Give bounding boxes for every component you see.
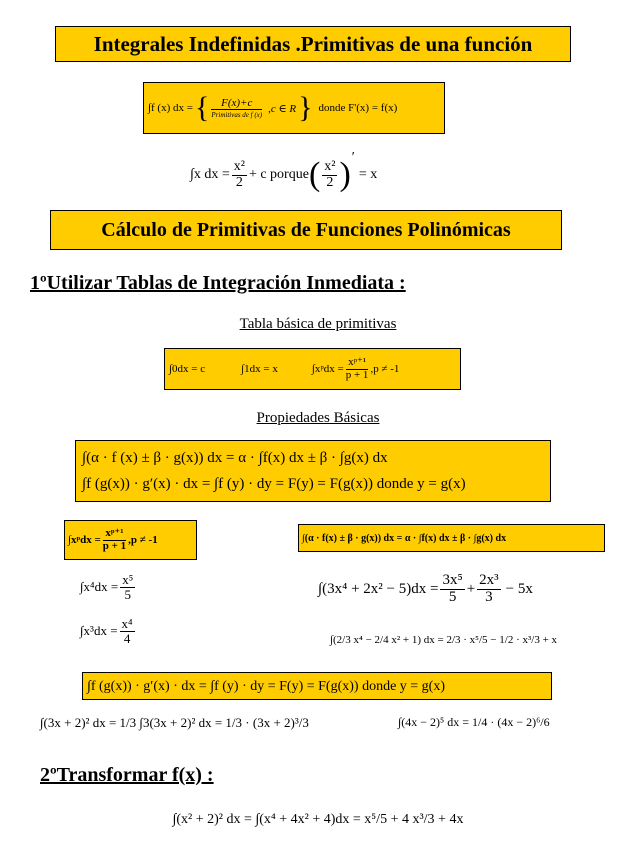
definition-lhs: ∫f (x) dx = [148,102,193,114]
tabla-power-fraction: $\frac{\text{xᵖ⁺¹}}{p + 1}$ [345,355,369,381]
propiedades-label: Propiedades Básicas [256,410,380,426]
definition-box: ∫f (x) dx = { F(x)+c Primitivas de f (x) ,c ∈ R } donde F'(x) = f(x) [143,82,445,134]
linearity-box: ∫(α · f(x) ± β · g(x)) dx = α · ∫f(x) dx ± β · ∫g(x) dx [298,524,605,552]
example-x3: ∫x³dx = $\frac{\text{x⁴}}{4}$ [80,616,133,646]
tabla-power-lhs: ∫xᵖdx = [311,363,344,375]
example-polynomial-2: ∫(2/3 x⁴ − 2/4 x² + 1) dx = 2/3 · x⁵/5 − 1/2 · x³/3 + x [330,634,558,646]
tabla-one: ∫1dx = x [241,363,278,375]
definition-donde: donde F'(x) = f(x) [318,102,398,114]
propiedad-cadena: ∫f (g(x)) · g′(x) · dx = ∫f (y) · dy = F(y) = F(g(x)) donde y = g(x) [82,476,466,492]
example-chain-1: ∫(3x + 2)² dx = 1/3 ∫3(3x + 2)² dx = 1/3 · (3x + 2)³/3 [40,715,309,730]
definition-F: F(x)+c [221,97,253,109]
tabla-zero: ∫0dx = c [169,363,206,375]
section-calculo-title: Cálculo de Primitivas de Funciones Polinómicas [50,210,562,250]
power-rule-box: ∫xᵖdx = $\frac{\text{xᵖ⁺¹}}{p + 1}$ ,p ≠ -1 [64,520,197,560]
propiedad-linealidad: ∫(α · f (x) ± β · g(x)) dx = α · ∫f(x) dx ± β · ∫g(x) dx [82,450,388,466]
definition-condition: ,c ∈ R [268,102,297,115]
example-polynomial: ∫(3x⁴ + 2x² − 5)dx = $\frac{\text{3x⁵}}{5}$ + $\frac{\text{2x³}}{3}$ − 5x [318,572,533,605]
propiedades-box [75,440,551,502]
chain-rule-box: ∫f (g(x)) · g′(x) · dx = ∫f (y) · dy = F(y) = F(g(x)) donde y = g(x) [82,672,552,700]
example-transform: ∫(x² + 2)² dx = ∫(x⁴ + 4x² + 4)dx = x⁵/5 + 4 x³/3 + 4x [172,812,464,827]
example-x-fraction: $\frac{\text{x²}}{2}$ [233,158,245,190]
step2-heading: 2ºTransformar f(x) : [40,764,214,786]
example-x4: ∫x⁴dx = $\frac{\text{x⁵}}{5}$ [80,572,134,602]
power-rule-fraction: $\frac{\text{xᵖ⁺¹}}{p + 1}$ [102,526,127,552]
main-title: Integrales Indefinidas .Primitivas de una función [55,26,571,62]
example-x: ∫x dx = $\frac{\text{x²}}{2}$ + c porque ( $\frac{\text{x²}}{2}$ ) ′ = x [190,150,378,193]
tabla-basica-label: Tabla básica de primitivas [239,316,397,332]
tabla-power-condition: ,p ≠ -1 [370,363,400,375]
example-x-paren-fraction: $\frac{\text{x²}}{2}$ [324,158,336,190]
example-chain-2: ∫(4x − 2)⁵ dx = 1/4 · (4x − 2)⁶/6 [398,715,550,729]
definition-underbrace-label: Primitivas de f (x) [211,111,263,119]
step1-heading: 1ºUtilizar Tablas de Integración Inmediata : [30,272,406,294]
tabla-box [164,348,461,390]
